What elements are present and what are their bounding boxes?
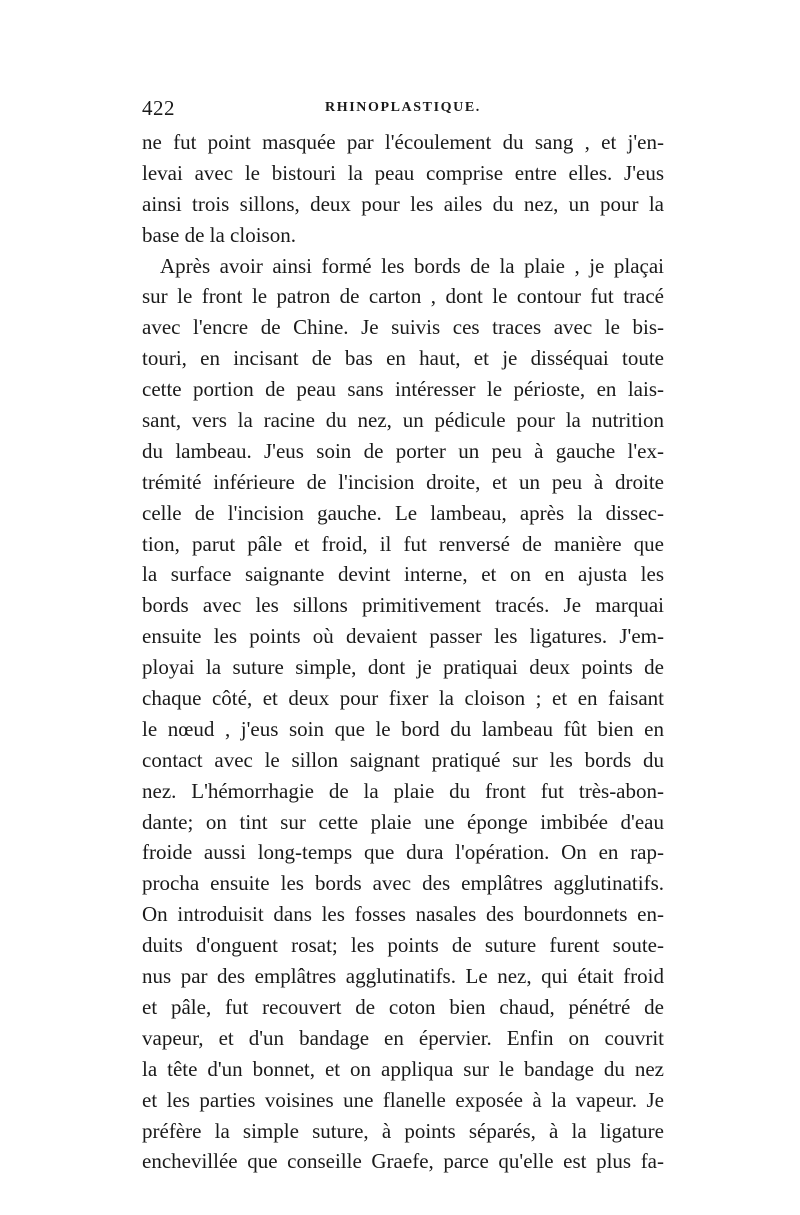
text-line: touri, en incisant de bas en haut, et je disséquai toute (142, 346, 664, 371)
text-line: ainsi trois sillons, deux pour les ailes du nez, un pour la (142, 191, 664, 216)
text-line: Après avoir ainsi formé les bords de la plaie , je plaçai (160, 253, 664, 278)
text-line: froide aussi long-temps que dura l'opération. On en rap- (142, 840, 664, 865)
text-line: procha ensuite les bords avec des emplâtres agglutinatifs. (142, 871, 664, 896)
text-line: trémité inférieure de l'incision droite, et un peu à droite (142, 469, 664, 494)
text-line: la surface saignante devint interne, et on en ajusta les (142, 562, 664, 587)
text-line: base de la cloison. (142, 222, 296, 247)
text-line: cette portion de peau sans intéresser le périoste, en lais- (142, 377, 664, 402)
text-line: bords avec les sillons primitivement tracés. Je marquai (142, 593, 664, 618)
text-line: préfère la simple suture, à points séparés, à la ligature (142, 1118, 664, 1143)
page-number: 422 (142, 96, 175, 120)
text-line: avec l'encre de Chine. Je suivis ces traces avec le bis- (142, 315, 664, 340)
text-line: tion, parut pâle et froid, il fut renversé de manière que (142, 531, 664, 556)
text-line: chaque côté, et deux pour fixer la cloison ; et en faisant (142, 686, 664, 711)
text-line: On introduisit dans les fosses nasales des bourdonnets en- (142, 902, 664, 927)
text-line: dante; on tint sur cette plaie une éponge imbibée d'eau (142, 809, 664, 834)
text-line: et pâle, fut recouvert de coton bien chaud, pénétré de (142, 994, 664, 1019)
running-title: RHINOPLASTIQUE. (325, 100, 481, 115)
text-line: duits d'onguent rosat; les points de suture furent soute- (142, 933, 664, 958)
page-header (142, 96, 664, 124)
text-line: nez. L'hémorrhagie de la plaie du front fut très-abon- (142, 778, 664, 803)
text-line: du lambeau. J'eus soin de porter un peu à gauche l'ex- (142, 438, 664, 463)
text-line: le nœud , j'eus soin que le bord du lambeau fût bien en (142, 716, 664, 741)
text-line: contact avec le sillon saignant pratiqué sur les bords du (142, 747, 664, 772)
text-line: la tête d'un bonnet, et on appliqua sur le bandage du nez (142, 1056, 664, 1081)
text-line: nus par des emplâtres agglutinatifs. Le nez, qui était froid (142, 964, 664, 989)
text-line: sur le front le patron de carton , dont le contour fut tracé (142, 284, 664, 309)
text-line: enchevillée que conseille Graefe, parce qu'elle est plus fa- (142, 1149, 664, 1174)
text-line: vapeur, et d'un bandage en épervier. Enfin on couvrit (142, 1025, 664, 1050)
text-line: celle de l'incision gauche. Le lambeau, après la dissec- (142, 500, 664, 525)
text-line: et les parties voisines une flanelle exposée à la vapeur. Je (142, 1087, 664, 1112)
text-line: ployai la suture simple, dont je pratiquai deux points de (142, 655, 664, 680)
text-line: sant, vers la racine du nez, un pédicule pour la nutrition (142, 408, 664, 433)
text-line: levai avec le bistouri la peau comprise entre elles. J'eus (142, 160, 664, 185)
text-line: ensuite les points où devaient passer les ligatures. J'em- (142, 624, 664, 649)
text-line: ne fut point masquée par l'écoulement du sang , et j'en- (142, 130, 664, 154)
body-text (142, 127, 664, 1177)
